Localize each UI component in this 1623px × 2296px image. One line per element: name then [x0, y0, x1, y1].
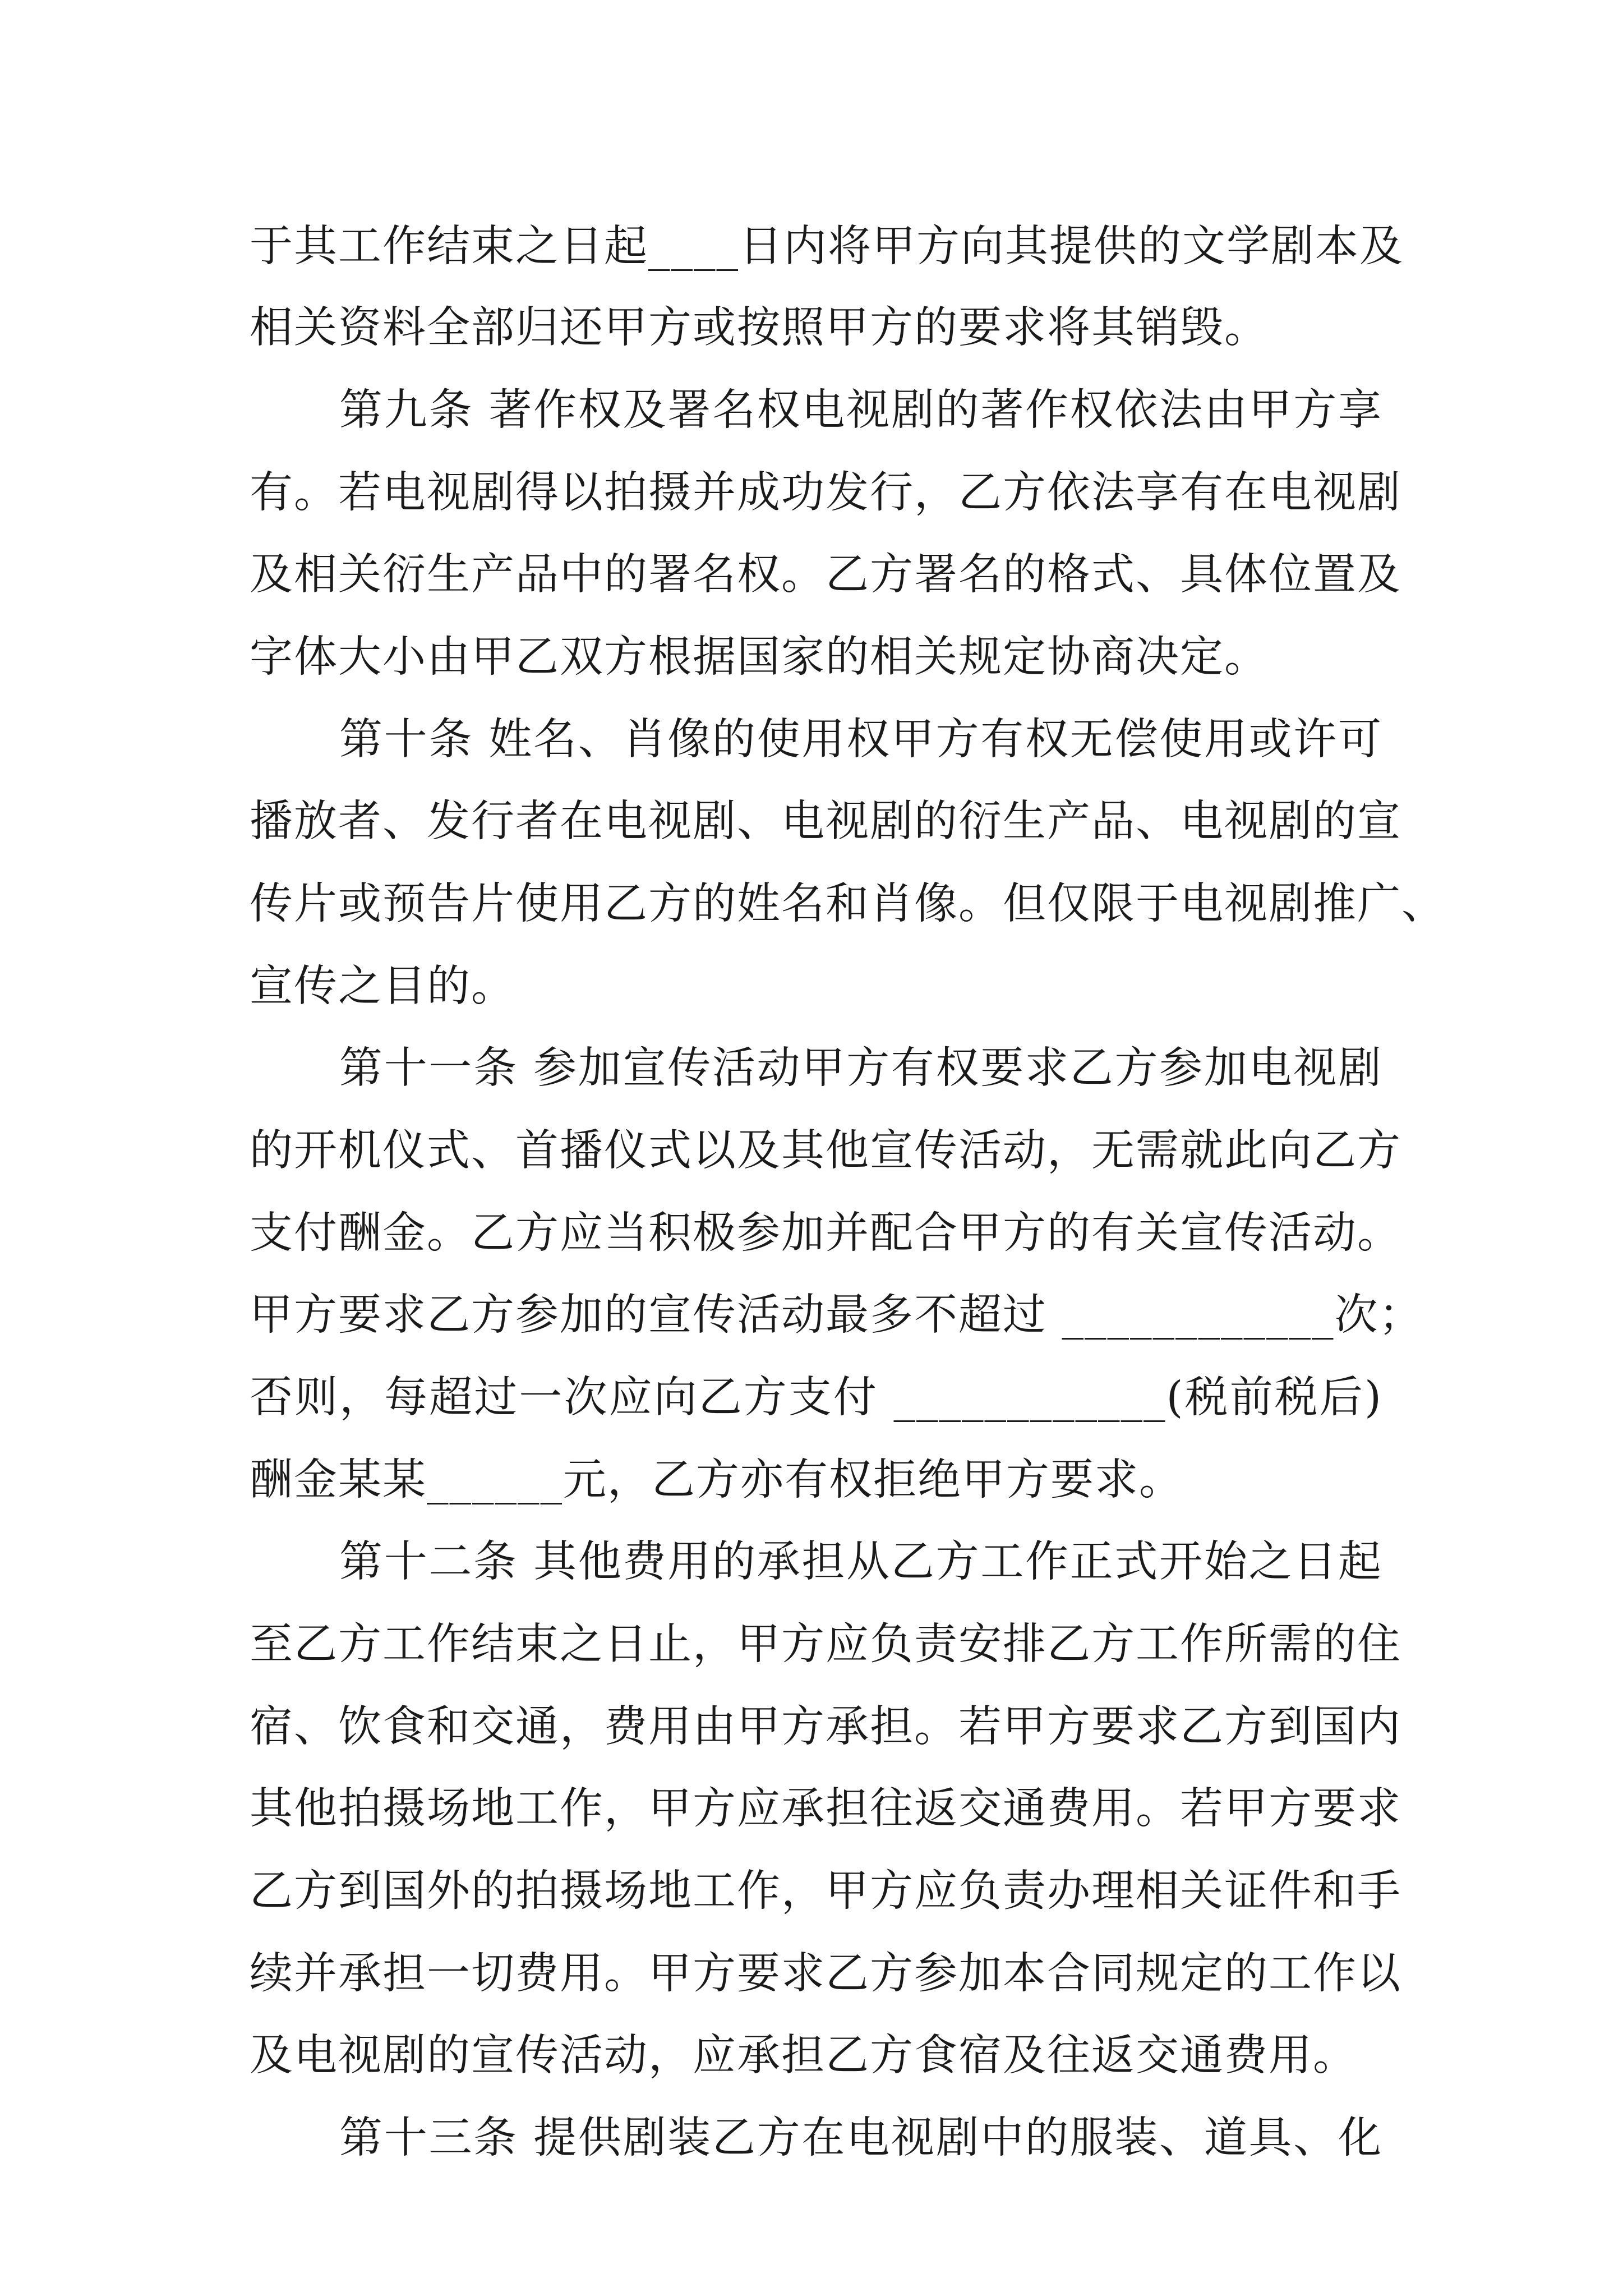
body-line-2: 相关资料全部归还甲方或按照甲方的要求将其销毁。 [250, 303, 1269, 353]
article-11-heading-line: 第十一条 参加宣传活动甲方有权要求乙方参加电视剧 [339, 1043, 1382, 1093]
body-line-8: 播放者、发行者在电视剧、电视剧的衍生产品、电视剧的宣 [250, 797, 1401, 846]
body-line-10: 宣传之目的。 [250, 961, 515, 1011]
body-line-13: 支付酬金。乙方应当积极参加并配合甲方的有关宣传活动。 [250, 1208, 1401, 1258]
body-line-6: 字体大小由甲乙双方根据国家的相关规定协商决定。 [250, 632, 1269, 682]
article-12-heading-line: 第十二条 其他费用的承担从乙方工作正式开始之日起 [339, 1537, 1382, 1587]
body-line-20: 其他拍摄场地工作，甲方应承担往返交通费用。若甲方要求 [250, 1784, 1401, 1834]
body-line-4: 有。若电视剧得以拍摄并成功发行，乙方依法享有在电视剧 [250, 468, 1401, 518]
body-line-22: 续并承担一切费用。甲方要求乙方参加本合同规定的工作以 [250, 1949, 1401, 1999]
article-13-heading-line: 第十三条 提供剧装乙方在电视剧中的服装、道具、化 [339, 2113, 1382, 2163]
body-line-21: 乙方到国外的拍摄场地工作，甲方应负责办理相关证件和手 [250, 1866, 1401, 1916]
body-line-1: 于其工作结束之日起____日内将甲方向其提供的文学剧本及 [250, 222, 1404, 272]
body-line-23: 及电视剧的宣传活动，应承担乙方食宿及往返交通费用。 [250, 2031, 1357, 2081]
article-10-heading-line: 第十条 姓名、肖像的使用权甲方有权无偿使用或许可 [339, 715, 1382, 765]
article-9-heading-line: 第九条 著作权及署名权电视剧的著作权依法由甲方享 [339, 385, 1382, 435]
body-line-9: 传片或预告片使用乙方的姓名和肖像。但仅限于电视剧推广、 [250, 879, 1446, 929]
body-line-5: 及相关衍生产品中的署名权。乙方署名的格式、具体位置及 [250, 550, 1401, 600]
body-line-12: 的开机仪式、首播仪式以及其他宣传活动，无需就此向乙方 [250, 1126, 1401, 1176]
body-line-15: 否则，每超过一次应向乙方支付 ____________(税前税后) [250, 1373, 1382, 1423]
body-line-19: 宿、饮食和交通，费用由甲方承担。若甲方要求乙方到国内 [250, 1702, 1401, 1752]
body-line-14: 甲方要求乙方参加的宣传活动最多不超过 ____________次； [250, 1290, 1423, 1340]
body-line-18: 至乙方工作结束之日止，甲方应负责安排乙方工作所需的住 [250, 1619, 1401, 1669]
body-line-16: 酬金某某______元，乙方亦有权拒绝甲方要求。 [250, 1455, 1183, 1505]
